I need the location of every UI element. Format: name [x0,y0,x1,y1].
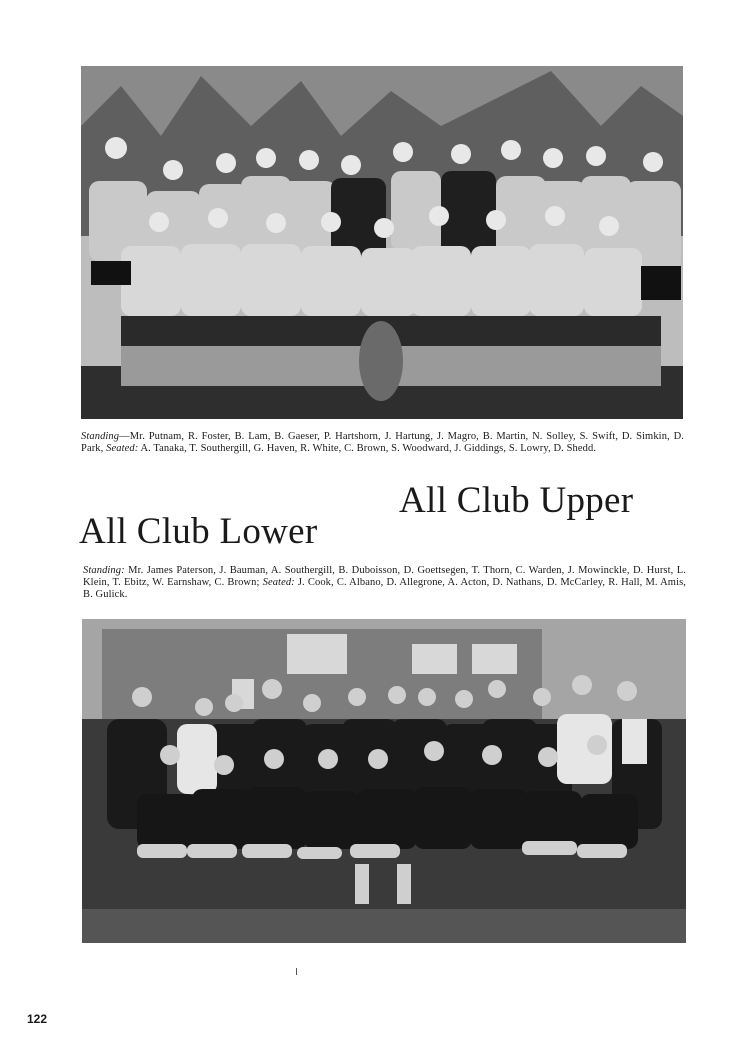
standing-label: Standing [81,431,120,442]
team-photo-lower-drawing [82,619,686,943]
team-photo-upper-drawing [81,66,683,419]
page-number: 122 [27,1012,48,1026]
seated-names: J. Cook, C. Albano, D. Allegrone, A. Acton, D. Nathans, D. McCarley, R. Hall, M. Amis, B. Gulick. [83,577,687,600]
caption-lower [83,565,686,601]
seated-label: Seated: [106,443,139,454]
seated-label: Seated: [262,577,295,588]
standing-names: Mr. James Paterson, J. Bauman, A. Southergill, B. Duboisson, D. Goettsegen, T. Thorn, C. Warden, J. Mowinckle, D. Hurst, L. Klein, T. Ebitz, W. Earnshaw, C. Brown; [83,565,686,588]
standing-label: Standing: [83,565,125,576]
heading-upper: All Club Upper [399,480,634,521]
caption-upper [81,431,684,455]
seated-names: A. Tanaka, T. Southergill, G. Haven, R. White, C. Brown, S. Woodward, J. Giddings, S. Lowry, D. Shedd. [140,443,597,454]
print-speck [296,968,297,975]
heading-lower: All Club Lower [79,511,318,552]
team-photo-upper [81,66,683,419]
team-photo-lower [82,619,686,943]
standing-names: —Mr. Putnam, R. Foster, B. Lam, B. Gaeser, P. Hartshorn, J. Hartung, J. Magro, B. Martin, N. Solley, S. Swift, D. Simkin, D. Park, [81,431,684,454]
